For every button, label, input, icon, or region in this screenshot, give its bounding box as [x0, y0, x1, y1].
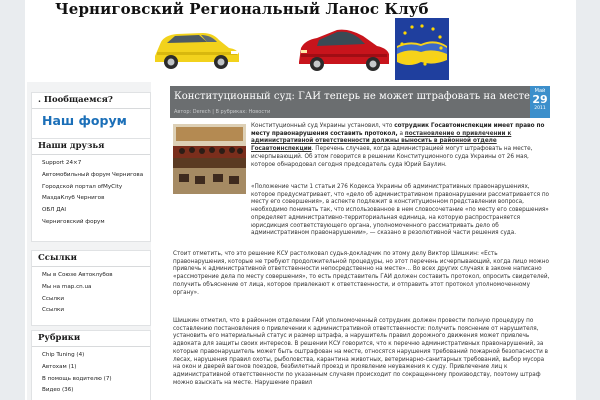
site-title[interactable]: Черниговский Региональный Ланос Клуб	[55, 0, 429, 18]
widget-categories-title: Рубрики	[32, 331, 150, 347]
post-paragraph-3: Стоит отметить, что это решение КСУ растолковал судья-докладчик по этому делу Виктор Шишкин: «Есть правонарушения, которые не требуют продолжительной процедуры, но этот перечень исчерпывающий, когда лицо можно привлечь к административной ответственности непосредственно на месте»... Во всех других случаях в законе написано «рассмотрение дела по месту совершения», то есть представитель ГАИ должен составить протокол, опросить свидетелей, получить объяснение от лица, которое привлекают к ответственности, и отправить этот протокол уполномоченному органу».	[173, 251, 550, 296]
post-paragraph-1-e: . Перечень случаев, когда администрацией могут штрафовать на месте, исчерпывающий. Об этом говорится в решении Конституционного суда Украины от 26 мая, которое обнародовал сегодня председатель суда Юрий Баулин.	[251, 146, 533, 168]
sidebar-link[interactable]: Ссылки	[42, 307, 64, 314]
post-paragraph-1-c: а	[397, 130, 405, 137]
forum-link[interactable]: Наш форум	[42, 113, 127, 128]
friend-link[interactable]: МаздаКлуб Чернигов	[42, 195, 105, 202]
widget-friends-title: Наши друзья	[32, 139, 150, 155]
post-paragraph-1-a: Конституционный суд Украины установил, что	[251, 123, 395, 129]
post-paragraph-1-b: сотрудник Госавтоинспекции имеет право по месту правонарушения составить протокол,	[251, 123, 545, 137]
eu-ukraine-flag-image	[395, 18, 449, 80]
post-paragraph-4: Шишкин отметил, что в районном отделении ГАИ уполномоченный сотрудник должен провести полную процедуру по составлению постановления о привлечении к административной ответственности: получить пояснение от нарушителя, установить его материальный статус и размер штрафа, а нарушитель правил дорожного движения может привлечь адвоката для защиты своих интересов. В решении КСУ говорится, что к перечню административных правонарушений, за которые правонарушитель может быть оштрафован на месте, относятся нарушения требований пожарной безопасности в лесах, нарушения правил охоты, рыболовства, карантина животных, ветеринарно-санитарных требований, выбор мусора на окон и дверей вагонов поездов, безбилетный проезд и проявление неуважения к суду. Привлечение лиц к административной ответственности по указанным случаям происходит по сокращенному производству, поэтому штраф можно взыскать на месте. Нарушение правил	[173, 318, 548, 386]
page	[25, 0, 576, 400]
widget-links-title: Ссылки	[32, 251, 150, 267]
sidebar-link[interactable]: Мы на map.cn.ua	[42, 283, 92, 290]
category-link[interactable]: Chip Tuning (4)	[42, 352, 85, 358]
widget-links	[31, 250, 151, 326]
widget-talk	[31, 92, 151, 142]
post-title[interactable]: Конституционный суд: ГАИ теперь не может штрафовать на месте	[170, 86, 530, 108]
friend-link[interactable]: Автомобильный форум Чернигова	[42, 171, 144, 178]
header-banner	[151, 18, 449, 80]
court-photo	[173, 124, 246, 194]
widget-friends	[31, 138, 151, 242]
friend-link[interactable]: Черниговский форум	[42, 218, 105, 225]
post-date-month: Май	[534, 88, 546, 94]
friend-link[interactable]: Городской портал ofMyCity	[42, 183, 123, 190]
sidebar-link[interactable]: Мы в Союзе Автоклубов	[42, 272, 113, 278]
post-paragraph-1-d: постановление о привлечении к административной ответственности должны выносить в районной отделе Госавтоинспекции	[251, 130, 512, 153]
sidebar-link[interactable]: Ссылки	[42, 295, 64, 302]
category-link[interactable]: Видео (36)	[42, 387, 74, 394]
sidebar	[27, 82, 151, 400]
friend-link[interactable]: ОБЛ ДАІ	[42, 207, 67, 214]
category-link[interactable]: В помощь водителю (7)	[42, 375, 112, 382]
post-date-badge	[530, 86, 550, 118]
category-link[interactable]: Автохам (1)	[42, 363, 77, 370]
widget-talk-title: . Пообщаемся?	[32, 93, 150, 109]
post-paragraph-2: «Положение части 1 статьи 276 Кодекса Украины об административных правонарушениях, которое предусматривает, что «дело об административном правонарушении рассматривается по месту его совершения», в аспекте подлежит в конституционном представлении вопроса, необходимо понимать так, что использованное в нем словосочетание «по месту его совершения» определяет административно-территориальная единица, на которую распространяется юрисдикция соответствующего органа, уполномоченного рассматривать дело об административном правонарушении», — сказано в резолютивной части решения суда.	[251, 184, 550, 237]
post-date-year: 2011	[534, 106, 546, 111]
post-meta: Автор: Derech | В рубриках: Новости	[170, 108, 530, 118]
widget-categories	[31, 330, 151, 400]
post-date-day: 29	[532, 93, 548, 106]
friend-link[interactable]: Support 24×7	[42, 160, 82, 166]
post-paragraph-1	[251, 123, 551, 169]
